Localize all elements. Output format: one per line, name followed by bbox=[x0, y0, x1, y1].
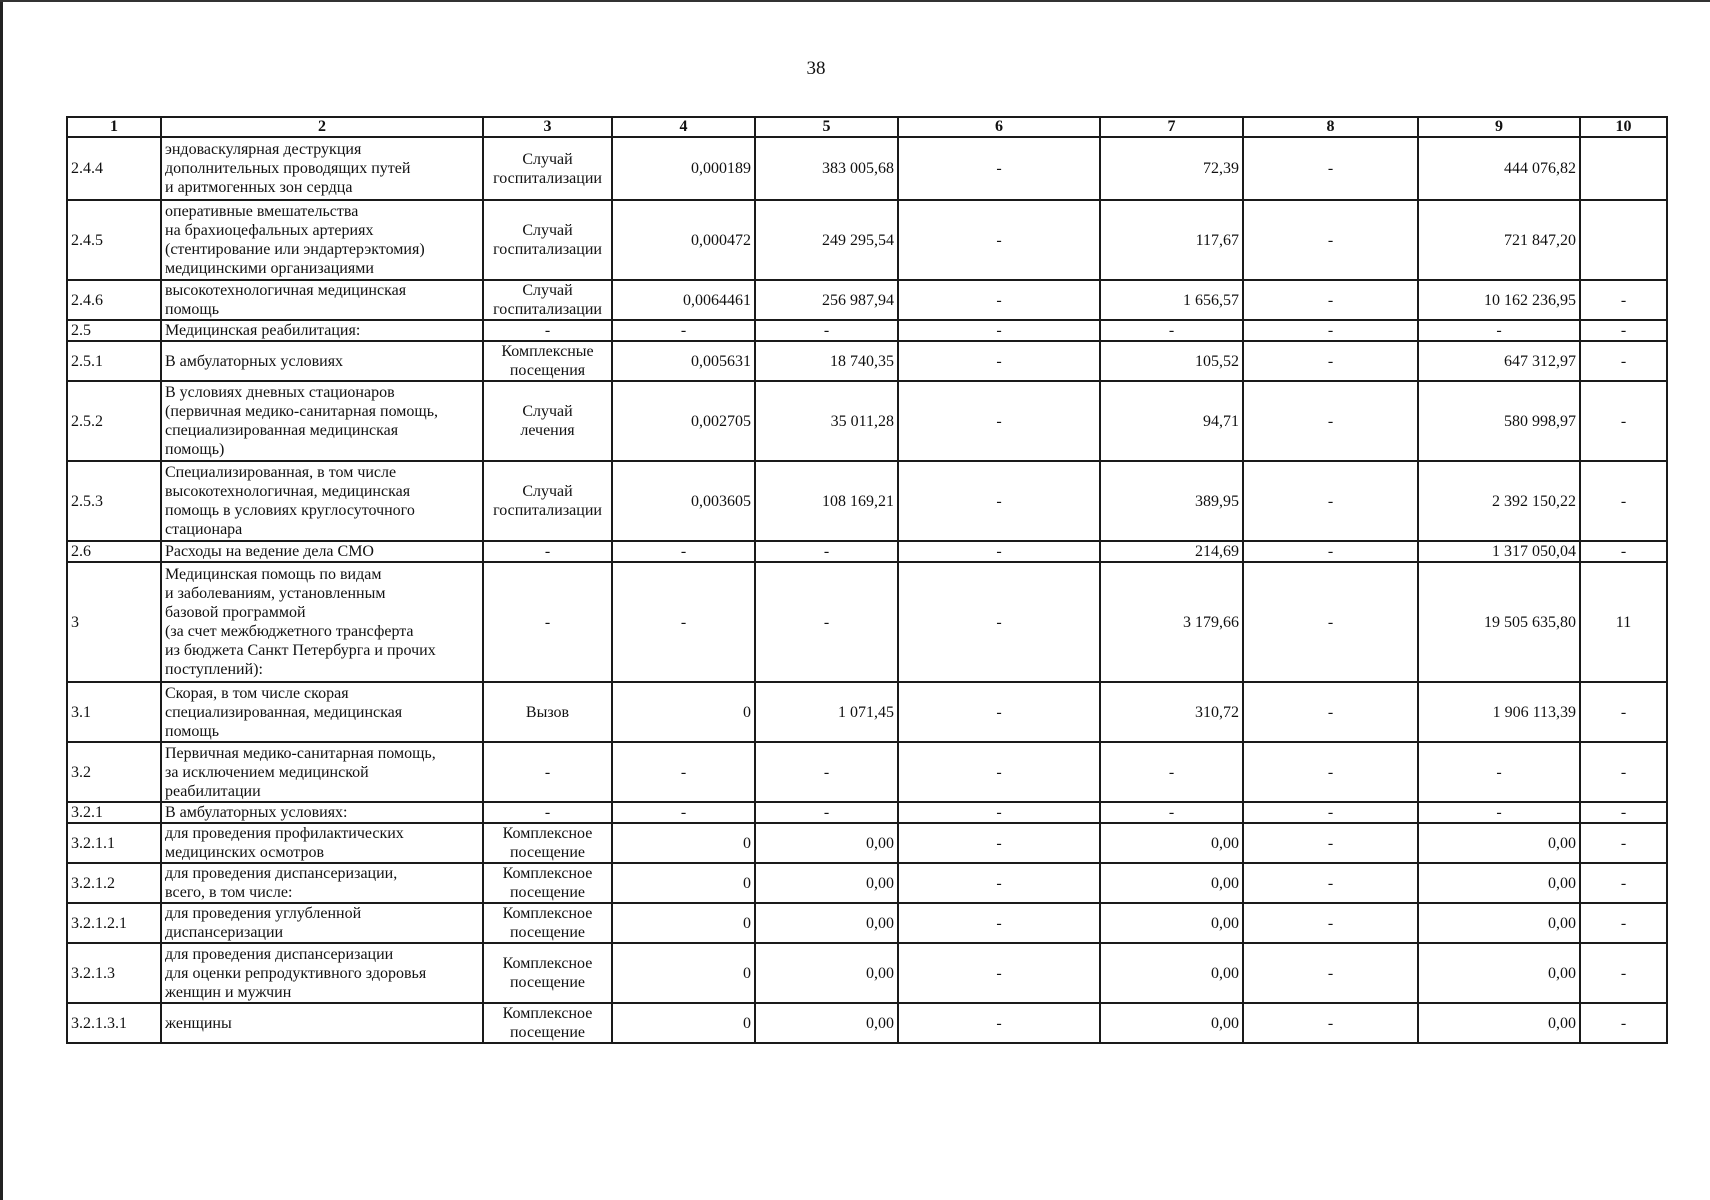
table-header-row bbox=[67, 117, 1667, 137]
description-line: Специализированная, в том числе bbox=[165, 464, 397, 481]
description-line: Медицинская помощь по видам bbox=[165, 566, 382, 583]
cell-c5: 35 011,28 bbox=[755, 381, 898, 461]
unit-line: Комплексное bbox=[502, 905, 593, 922]
description-line: для оценки репродуктивного здоровья bbox=[165, 964, 427, 982]
row-unit bbox=[483, 341, 612, 381]
column-header: 4 bbox=[612, 117, 755, 137]
cell-c4: - bbox=[612, 802, 755, 823]
table-row bbox=[67, 742, 1667, 802]
cell-c5: 383 005,68 bbox=[755, 137, 898, 200]
row-description bbox=[161, 823, 483, 863]
cell-c8: - bbox=[1243, 320, 1418, 341]
cell-c6: - bbox=[898, 943, 1100, 1003]
cell-c10: - bbox=[1580, 461, 1667, 541]
description-line: для проведения углубленной bbox=[165, 905, 362, 922]
row-description bbox=[161, 341, 483, 381]
cell-c4: 0 bbox=[612, 903, 755, 943]
cell-c6: - bbox=[898, 137, 1100, 200]
row-code: 3.2 bbox=[67, 742, 161, 802]
page-edge-top bbox=[0, 0, 1710, 2]
cell-c4: 0,000189 bbox=[612, 137, 755, 200]
description-line: медицинскими организациями bbox=[165, 260, 374, 277]
row-unit bbox=[483, 742, 612, 802]
unit-line: Случай bbox=[522, 403, 573, 420]
row-code: 3.2.1 bbox=[67, 802, 161, 823]
description-line: помощь) bbox=[165, 441, 225, 458]
row-description bbox=[161, 802, 483, 823]
description-line: помощь bbox=[165, 301, 219, 318]
unit-line: госпитализации bbox=[493, 169, 602, 187]
unit-line: Вызов bbox=[525, 703, 570, 721]
cell-c7: 0,00 bbox=[1100, 823, 1243, 863]
cell-c5: 0,00 bbox=[755, 863, 898, 903]
table-row bbox=[67, 320, 1667, 341]
cell-c5: - bbox=[755, 562, 898, 682]
row-unit bbox=[483, 1003, 612, 1043]
unit-line: Случай bbox=[522, 282, 573, 299]
cell-c8: - bbox=[1243, 200, 1418, 280]
table-row bbox=[67, 341, 1667, 381]
cell-c4: - bbox=[612, 562, 755, 682]
column-header: 9 bbox=[1418, 117, 1580, 137]
row-unit bbox=[483, 682, 612, 742]
unit-line: Случай bbox=[522, 222, 573, 239]
description-line: (первичная медико-санитарная помощь, bbox=[165, 403, 439, 420]
cell-c9: 0,00 bbox=[1418, 823, 1580, 863]
description-line: женщин и мужчин bbox=[165, 983, 292, 1001]
cell-c8: - bbox=[1243, 863, 1418, 903]
description-line: всего, в том числе: bbox=[165, 884, 293, 901]
cell-c10: - bbox=[1580, 280, 1667, 320]
unit-line: посещение bbox=[509, 884, 585, 901]
description-line: для проведения диспансеризации bbox=[165, 945, 394, 963]
cell-c4: 0,000472 bbox=[612, 200, 755, 280]
cell-c4: 0 bbox=[612, 682, 755, 742]
cell-c10: - bbox=[1580, 943, 1667, 1003]
table-row bbox=[67, 1003, 1667, 1043]
cell-c8: - bbox=[1243, 341, 1418, 381]
row-code: 2.5.3 bbox=[67, 461, 161, 541]
description-line: и аритмогенных зон сердца bbox=[165, 179, 353, 196]
cell-c10: - bbox=[1580, 320, 1667, 341]
column-header: 7 bbox=[1100, 117, 1243, 137]
cell-c6: - bbox=[898, 682, 1100, 742]
row-description bbox=[161, 200, 483, 280]
description-line: оперативные вмешательства bbox=[165, 203, 359, 220]
description-line: В амбулаторных условиях bbox=[165, 352, 344, 370]
unit-line: - bbox=[544, 613, 551, 631]
table-row bbox=[67, 562, 1667, 682]
row-code: 2.4.4 bbox=[67, 137, 161, 200]
cell-c4: 0 bbox=[612, 943, 755, 1003]
cell-c6: - bbox=[898, 320, 1100, 341]
description-line: стационара bbox=[165, 521, 243, 538]
description-line: Расходы на ведение дела СМО bbox=[165, 543, 374, 560]
description-line: на брахиоцефальных артериях bbox=[165, 222, 374, 239]
table-row bbox=[67, 903, 1667, 943]
cell-c10: - bbox=[1580, 341, 1667, 381]
unit-line: Комплексное bbox=[502, 865, 593, 882]
cell-c9: 1 906 113,39 bbox=[1418, 682, 1580, 742]
description-line: диспансеризации bbox=[165, 924, 284, 941]
cell-c7: 1 656,57 bbox=[1100, 280, 1243, 320]
cell-c8: - bbox=[1243, 461, 1418, 541]
cell-c6: - bbox=[898, 562, 1100, 682]
cell-c4: - bbox=[612, 541, 755, 562]
row-code: 2.5.2 bbox=[67, 381, 161, 461]
cell-c6: - bbox=[898, 280, 1100, 320]
cell-c7: 0,00 bbox=[1100, 943, 1243, 1003]
table-row bbox=[67, 137, 1667, 200]
table-row bbox=[67, 541, 1667, 562]
description-line: В условиях дневных стационаров bbox=[165, 384, 395, 401]
row-code: 2.5.1 bbox=[67, 341, 161, 381]
cell-c10: - bbox=[1580, 823, 1667, 863]
cell-c9: 1 317 050,04 bbox=[1418, 541, 1580, 562]
unit-line: Случай bbox=[522, 150, 573, 168]
row-unit bbox=[483, 823, 612, 863]
cell-c5: 0,00 bbox=[755, 903, 898, 943]
unit-line: Комплексное bbox=[502, 825, 593, 842]
table-row bbox=[67, 200, 1667, 280]
cell-c7: 214,69 bbox=[1100, 541, 1243, 562]
table-row bbox=[67, 943, 1667, 1003]
unit-line: госпитализации bbox=[493, 301, 602, 318]
row-unit bbox=[483, 863, 612, 903]
row-unit bbox=[483, 280, 612, 320]
cell-c7: 310,72 bbox=[1100, 682, 1243, 742]
unit-line: - bbox=[544, 804, 551, 821]
column-header: 8 bbox=[1243, 117, 1418, 137]
unit-line: посещение bbox=[509, 844, 585, 861]
unit-line: посещения bbox=[509, 362, 586, 379]
row-unit bbox=[483, 541, 612, 562]
description-line: Медицинская реабилитация: bbox=[165, 322, 361, 339]
cell-c6: - bbox=[898, 903, 1100, 943]
cell-c4: 0 bbox=[612, 1003, 755, 1043]
cell-c10: - bbox=[1580, 381, 1667, 461]
description-line: высокотехнологичная медицинская bbox=[165, 282, 407, 299]
row-code: 3.2.1.2.1 bbox=[67, 903, 161, 943]
row-unit bbox=[483, 200, 612, 280]
description-line: (стентирование или эндартерэктомия) bbox=[165, 241, 425, 258]
cell-c6: - bbox=[898, 381, 1100, 461]
description-line: В амбулаторных условиях: bbox=[165, 804, 348, 821]
cell-c6: - bbox=[898, 802, 1100, 823]
cell-c8: - bbox=[1243, 280, 1418, 320]
unit-line: Комплексные bbox=[501, 343, 594, 360]
cell-c6: - bbox=[898, 461, 1100, 541]
cell-c4: 0 bbox=[612, 823, 755, 863]
row-code: 3.2.1.1 bbox=[67, 823, 161, 863]
cell-c7: 0,00 bbox=[1100, 1003, 1243, 1043]
table-row bbox=[67, 863, 1667, 903]
cell-c5: - bbox=[755, 320, 898, 341]
row-code: 2.4.6 bbox=[67, 280, 161, 320]
cell-c7: 0,00 bbox=[1100, 903, 1243, 943]
row-description bbox=[161, 280, 483, 320]
description-line: специализированная медицинская bbox=[165, 422, 399, 439]
row-code: 3.1 bbox=[67, 682, 161, 742]
cell-c8: - bbox=[1243, 903, 1418, 943]
cell-c9: 10 162 236,95 bbox=[1418, 280, 1580, 320]
cell-c7: 72,39 bbox=[1100, 137, 1243, 200]
description-line: Скорая, в том числе скорая bbox=[165, 684, 349, 702]
cell-c9: 0,00 bbox=[1418, 943, 1580, 1003]
cell-c7: 105,52 bbox=[1100, 341, 1243, 381]
row-unit bbox=[483, 461, 612, 541]
table-row bbox=[67, 682, 1667, 742]
description-line: базовой программой bbox=[165, 604, 306, 621]
unit-line: Комплексное bbox=[502, 955, 593, 972]
cell-c8: - bbox=[1243, 1003, 1418, 1043]
row-unit bbox=[483, 562, 612, 682]
cell-c4: - bbox=[612, 742, 755, 802]
description-line: дополнительных проводящих путей bbox=[165, 160, 411, 177]
column-header: 5 bbox=[755, 117, 898, 137]
cell-c6: - bbox=[898, 341, 1100, 381]
row-unit bbox=[483, 381, 612, 461]
cell-c10: - bbox=[1580, 903, 1667, 943]
cell-c5: 256 987,94 bbox=[755, 280, 898, 320]
cell-c9: 0,00 bbox=[1418, 1003, 1580, 1043]
cell-c4: 0 bbox=[612, 863, 755, 903]
cell-c10: 11 bbox=[1580, 562, 1667, 682]
cell-c5: - bbox=[755, 742, 898, 802]
row-description bbox=[161, 682, 483, 742]
description-line: высокотехнологичная, медицинская bbox=[165, 483, 411, 500]
unit-line: Комплексное bbox=[502, 1005, 593, 1022]
row-description bbox=[161, 461, 483, 541]
row-description bbox=[161, 137, 483, 200]
unit-line: лечения bbox=[520, 422, 575, 439]
row-unit bbox=[483, 320, 612, 341]
cell-c8: - bbox=[1243, 137, 1418, 200]
cell-c6: - bbox=[898, 1003, 1100, 1043]
cell-c9: 0,00 bbox=[1418, 863, 1580, 903]
cell-c10: - bbox=[1580, 1003, 1667, 1043]
cell-c9: 580 998,97 bbox=[1418, 381, 1580, 461]
description-line: и заболеваниям, установленным bbox=[165, 585, 386, 602]
cell-c6: - bbox=[898, 863, 1100, 903]
cell-c5: 249 295,54 bbox=[755, 200, 898, 280]
row-description bbox=[161, 903, 483, 943]
cell-c7: 3 179,66 bbox=[1100, 562, 1243, 682]
cell-c10: - bbox=[1580, 541, 1667, 562]
description-line: поступлений): bbox=[165, 661, 263, 678]
unit-line: посещение bbox=[509, 974, 585, 991]
cell-c8: - bbox=[1243, 562, 1418, 682]
table-row bbox=[67, 802, 1667, 823]
description-line: за исключением медицинской bbox=[165, 763, 369, 781]
cell-c4: 0,005631 bbox=[612, 341, 755, 381]
description-line: помощь bbox=[165, 722, 219, 740]
cell-c4: 0,003605 bbox=[612, 461, 755, 541]
cell-c5: 0,00 bbox=[755, 823, 898, 863]
row-description bbox=[161, 742, 483, 802]
cell-c8: - bbox=[1243, 823, 1418, 863]
unit-line: посещение bbox=[509, 924, 585, 941]
row-code: 3 bbox=[67, 562, 161, 682]
cell-c10 bbox=[1580, 200, 1667, 280]
page-number: 38 bbox=[806, 58, 826, 79]
cell-c9: - bbox=[1418, 802, 1580, 823]
unit-line: - bbox=[544, 322, 551, 339]
table-row bbox=[67, 823, 1667, 863]
table-row bbox=[67, 461, 1667, 541]
description-line: для проведения диспансеризации, bbox=[165, 865, 398, 882]
cell-c9: 647 312,97 bbox=[1418, 341, 1580, 381]
row-unit bbox=[483, 137, 612, 200]
unit-line: госпитализации bbox=[493, 502, 602, 519]
cell-c6: - bbox=[898, 541, 1100, 562]
cell-c5: 0,00 bbox=[755, 1003, 898, 1043]
row-description bbox=[161, 943, 483, 1003]
unit-line: госпитализации bbox=[493, 241, 602, 258]
cell-c7: 117,67 bbox=[1100, 200, 1243, 280]
unit-line: - bbox=[544, 543, 551, 560]
row-code: 2.4.5 bbox=[67, 200, 161, 280]
description-line: реабилитации bbox=[165, 782, 261, 800]
row-description bbox=[161, 562, 483, 682]
column-header: 2 bbox=[161, 117, 483, 137]
row-description bbox=[161, 1003, 483, 1043]
cell-c10: - bbox=[1580, 802, 1667, 823]
cell-c7: 389,95 bbox=[1100, 461, 1243, 541]
cell-c6: - bbox=[898, 742, 1100, 802]
row-code: 3.2.1.3.1 bbox=[67, 1003, 161, 1043]
cell-c6: - bbox=[898, 200, 1100, 280]
row-code: 2.6 bbox=[67, 541, 161, 562]
row-code: 3.2.1.3 bbox=[67, 943, 161, 1003]
row-unit bbox=[483, 802, 612, 823]
cell-c5: 108 169,21 bbox=[755, 461, 898, 541]
cell-c7: 94,71 bbox=[1100, 381, 1243, 461]
description-line: из бюджета Санкт Петербурга и прочих bbox=[165, 642, 436, 659]
description-line: Первичная медико-санитарная помощь, bbox=[165, 744, 436, 762]
column-header: 1 bbox=[67, 117, 161, 137]
unit-line: Случай bbox=[522, 483, 573, 500]
row-description bbox=[161, 541, 483, 562]
cell-c8: - bbox=[1243, 682, 1418, 742]
cell-c4: 0,002705 bbox=[612, 381, 755, 461]
cell-c9: 19 505 635,80 bbox=[1418, 562, 1580, 682]
cell-c5: - bbox=[755, 802, 898, 823]
page-edge-left bbox=[0, 0, 3, 1200]
description-line: специализированная, медицинская bbox=[165, 703, 403, 721]
cell-c6: - bbox=[898, 823, 1100, 863]
description-line: (за счет межбюджетного трансферта bbox=[165, 623, 414, 640]
column-header: 10 bbox=[1580, 117, 1667, 137]
cell-c5: 1 071,45 bbox=[755, 682, 898, 742]
row-unit bbox=[483, 903, 612, 943]
cell-c4: 0,0064461 bbox=[612, 280, 755, 320]
description-line: эндоваскулярная деструкция bbox=[165, 141, 362, 158]
row-code: 3.2.1.2 bbox=[67, 863, 161, 903]
cell-c7: - bbox=[1100, 742, 1243, 802]
table-row bbox=[67, 280, 1667, 320]
cell-c7: - bbox=[1100, 320, 1243, 341]
cell-c10: - bbox=[1580, 682, 1667, 742]
cell-c10: - bbox=[1580, 863, 1667, 903]
data-table bbox=[66, 116, 1668, 1044]
description-line: медицинских осмотров bbox=[165, 844, 324, 861]
description-line: помощь в условиях круглосуточного bbox=[165, 502, 415, 519]
cell-c5: 18 740,35 bbox=[755, 341, 898, 381]
cell-c5: - bbox=[755, 541, 898, 562]
cell-c9: 721 847,20 bbox=[1418, 200, 1580, 280]
cell-c8: - bbox=[1243, 742, 1418, 802]
cell-c7: 0,00 bbox=[1100, 863, 1243, 903]
cell-c10: - bbox=[1580, 742, 1667, 802]
cell-c4: - bbox=[612, 320, 755, 341]
description-line: для проведения профилактических bbox=[165, 825, 404, 842]
description-line: женщины bbox=[165, 1014, 232, 1032]
column-header: 3 bbox=[483, 117, 612, 137]
cell-c8: - bbox=[1243, 541, 1418, 562]
cell-c8: - bbox=[1243, 802, 1418, 823]
cell-c9: - bbox=[1418, 320, 1580, 341]
row-description bbox=[161, 320, 483, 341]
unit-line: посещение bbox=[509, 1024, 585, 1041]
cell-c5: 0,00 bbox=[755, 943, 898, 1003]
row-unit bbox=[483, 943, 612, 1003]
cell-c8: - bbox=[1243, 381, 1418, 461]
table-row bbox=[67, 381, 1667, 461]
cell-c9: 2 392 150,22 bbox=[1418, 461, 1580, 541]
cell-c9: 0,00 bbox=[1418, 903, 1580, 943]
unit-line: - bbox=[544, 763, 551, 781]
cell-c9: 444 076,82 bbox=[1418, 137, 1580, 200]
cell-c7: - bbox=[1100, 802, 1243, 823]
cell-c9: - bbox=[1418, 742, 1580, 802]
column-header: 6 bbox=[898, 117, 1100, 137]
cell-c8: - bbox=[1243, 943, 1418, 1003]
row-description bbox=[161, 381, 483, 461]
row-description bbox=[161, 863, 483, 903]
cell-c10 bbox=[1580, 137, 1667, 200]
row-code: 2.5 bbox=[67, 320, 161, 341]
